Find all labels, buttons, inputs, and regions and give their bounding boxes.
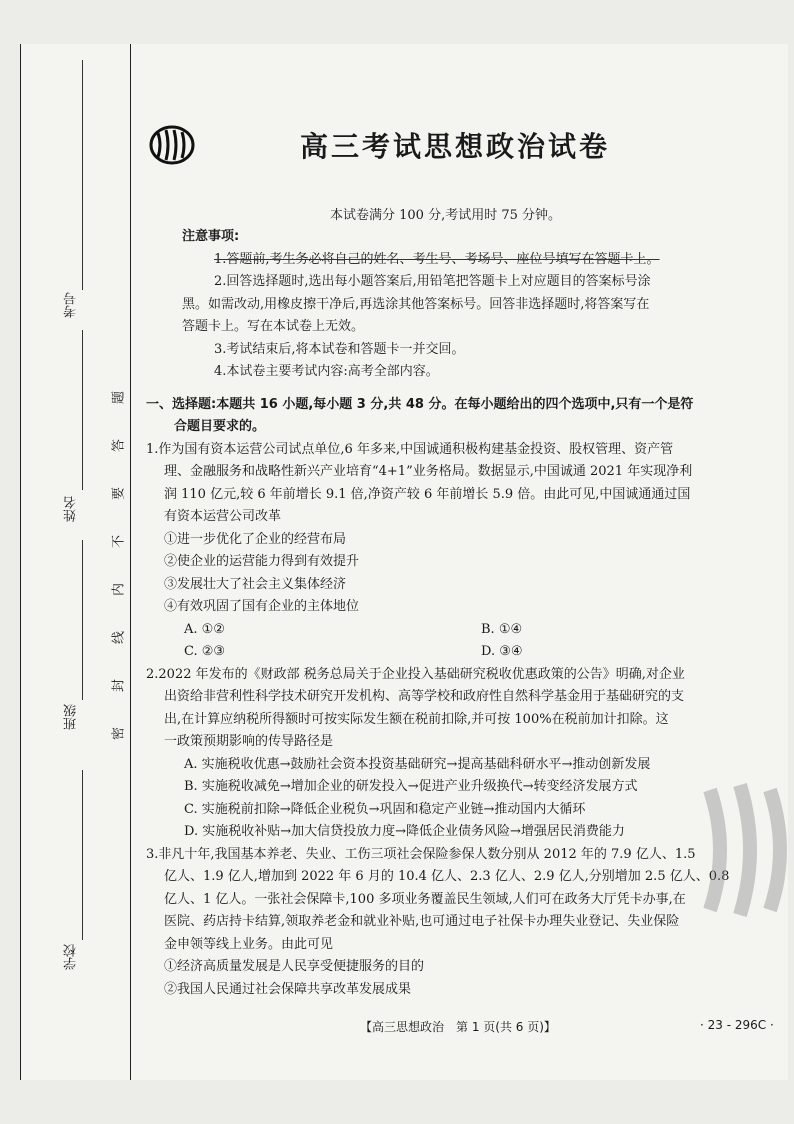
statement-option: ②我国人民通过社会保障共享改革发展成果: [164, 981, 412, 997]
answer-choice: A. ①②: [184, 621, 225, 637]
question-3: [146, 844, 778, 1002]
question-1: [146, 439, 778, 664]
publisher-logo-icon: [148, 125, 196, 165]
question-stem-cont: 出,在计算应纳税所得额时可按实际发生额在税前扣除,并可按 100%在税前加计扣除。这: [164, 711, 669, 727]
section-heading: 一、选择题:本题共 16 小题,每小题 3 分,共 48 分。在每小题给出的四个选项中,只有一个是符: [146, 396, 694, 412]
seal-char: 内: [111, 583, 127, 597]
exam-content: [146, 226, 778, 1001]
answer-choice: B. ①④: [481, 621, 523, 637]
question-stem-cont: 亿人、1.9 亿人,增加到 2022 年 6 月的 10.4 亿人、2.3 亿人、2.9 亿人,分别增加 2.5 亿人、0.8: [164, 869, 730, 884]
seal-char: 封: [111, 679, 127, 693]
notice-item: 4.本试卷主要考试内容:高考全部内容。: [214, 364, 439, 379]
seal-char: 题: [111, 391, 127, 405]
class-line: [82, 540, 83, 700]
seal-char: 密: [111, 727, 127, 741]
school-label: 学校: [64, 944, 79, 970]
question-stem-cont: 医院、药店持卡结算,领取养老金和就业补贴,也可通过电子社保卡办理失业登记、失业保险: [164, 914, 680, 929]
exam-no-label: 考号: [64, 292, 79, 318]
exam-no-line: [82, 60, 83, 290]
question-2: [146, 664, 778, 844]
paper-code: · 23 - 296C ·: [700, 1018, 774, 1032]
answer-choice: B. 实施税收减免→增加企业的研发投入→促进产业升级换代→转变经济发展方式: [184, 779, 638, 794]
school-line: [82, 770, 83, 940]
answer-choice: C. ②③: [184, 644, 226, 659]
exam-title: 高三考试思想政治试卷: [300, 130, 611, 163]
question-stem-cont: 润 110 亿元,较 6 年前增长 9.1 倍,净资产较 6 年前增长 5.9 倍。由此可见,中国诚通通过国: [164, 486, 691, 502]
notice-heading: 注意事项:: [182, 229, 240, 244]
notice-item-cont: 答题卡上。写在本试卷上无效。: [182, 319, 365, 334]
question-stem-cont: 理、金融服务和战略性新兴产业培育“4+1”业务格局。数据显示,中国诚通 2021 年实现净利: [164, 464, 693, 479]
notice-item: 1.答题前,考生务必将自己的姓名、考生号、考场号、座位号填写在答题卡上。: [214, 251, 660, 267]
name-label: 姓名: [64, 496, 79, 522]
question-stem-cont: 金申领等线上业务。由此可见: [164, 936, 334, 952]
seal-char: 要: [111, 487, 127, 501]
answer-choice: D. 实施税收补贴→加大信贷投放力度→降低企业债务风险→增强居民消费能力: [184, 824, 625, 839]
class-label: 班级: [64, 704, 79, 730]
statement-option: ②使企业的运营能力得到有效提升: [164, 554, 360, 569]
notice-item: 2.回答选择题时,选出每小题答案后,用铅笔把答题卡上对应题目的答案标号涂: [214, 274, 651, 289]
watermark-logo-icon: [690, 780, 794, 920]
statement-option: ④有效巩固了国有企业的主体地位: [164, 599, 360, 614]
exam-subtitle: 本试卷满分 100 分,考试用时 75 分钟。: [330, 208, 562, 223]
answer-choice: C. 实施税前扣除→降低企业税负→巩固和稳定产业链→推动国内大循环: [184, 801, 586, 817]
notice-item-cont: 黑。如需改动,用橡皮擦干净后,再选涂其他答案标号。回答非选择题时,将答案写在: [182, 296, 650, 312]
statement-option: ③发展壮大了社会主义集体经济: [164, 576, 347, 592]
statement-option: ①进一步优化了企业的经营布局: [164, 531, 347, 547]
question-stem-cont: 有资本运营公司改革: [164, 509, 282, 524]
answer-choice: D. ③④: [481, 644, 523, 659]
page-footer: 【高三思想政治 第 1 页(共 6 页)】: [360, 1020, 556, 1034]
question-stem: 1.作为国有资本运营公司试点单位,6 年多来,中国诚通积极构建基金投资、股权管理、资产管: [146, 441, 674, 457]
question-stem-cont: 亿人、1 亿人。一张社会保障卡,100 多项业务覆盖民生领域,人们可在政务大厅凭卡办事,在: [164, 891, 686, 907]
name-line: [82, 330, 83, 490]
question-stem-cont: 一政策预期影响的传导路径是: [164, 734, 334, 749]
seal-char: 答: [111, 439, 127, 453]
binding-line: [130, 44, 131, 1080]
notice-item: 3.考试结束后,将本试卷和答题卡一并交回。: [214, 341, 465, 357]
sheet-left-edge: [20, 44, 21, 1080]
question-stem: 2.2022 年发布的《财政部 税务总局关于企业投入基础研究税收优惠政策的公告》明确,对企业: [146, 666, 685, 682]
seal-char: 不: [111, 535, 127, 549]
section-heading-cont: 合题目要求的。: [174, 419, 266, 434]
statement-option: ①经济高质量发展是人民享受便捷服务的目的: [164, 959, 425, 974]
answer-choice: A. 实施税收优惠→鼓励社会资本投资基础研究→提高基础科研水平→推动创新发展: [184, 756, 651, 772]
question-stem-cont: 出资给非营利性科学技术研究开发机构、高等学校和政府性自然科学基金用于基础研究的支: [164, 689, 685, 704]
question-stem: 3.非凡十年,我国基本养老、失业、工伤三项社会保险参保人数分别从 2012 年的 7.9 亿人、1.5: [146, 846, 696, 862]
seal-char: 线: [111, 631, 127, 645]
